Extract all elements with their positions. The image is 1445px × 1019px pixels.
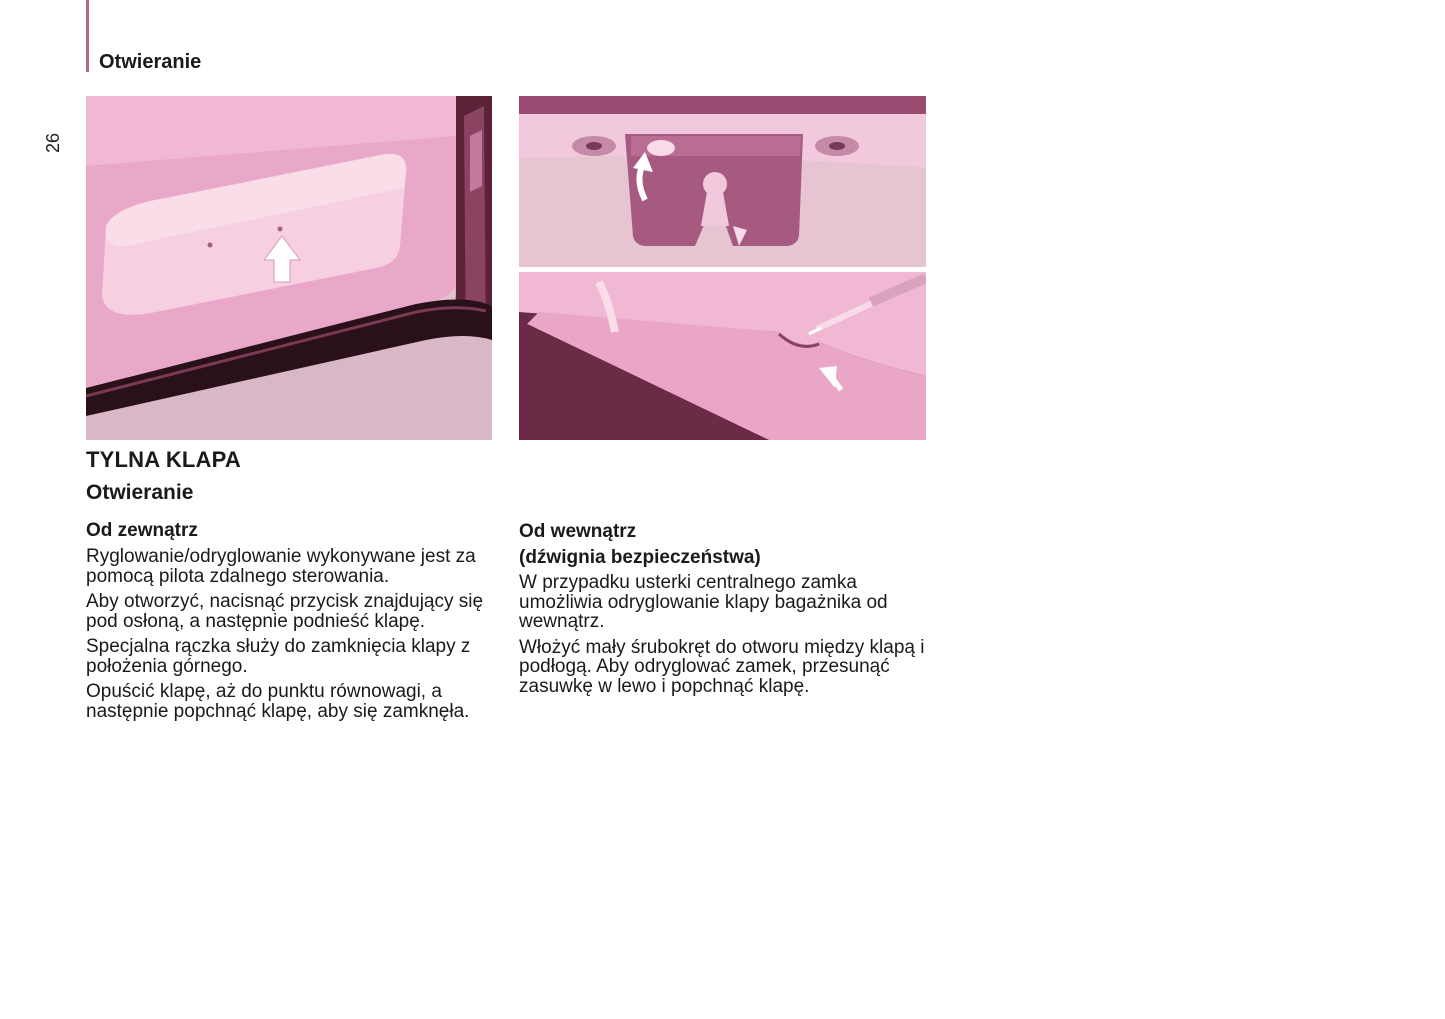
right-heading-2: (dźwignia bezpieczeństwa) <box>519 547 761 568</box>
left-column <box>86 520 506 727</box>
left-paragraph-2: Aby otworzyć, nacisnąć przycisk znajdujący się pod osłoną, a następnie podnieść klapę. <box>86 591 484 632</box>
section-subtitle: Otwieranie <box>86 481 194 504</box>
section-title: TYLNA KLAPA <box>86 447 241 472</box>
right-heading: Od wewnątrz <box>519 521 637 542</box>
right-column <box>519 521 939 702</box>
left-heading: Od zewnątrz <box>86 520 198 541</box>
illustration-tailgate-handle <box>86 96 492 440</box>
left-paragraph-1: Ryglowanie/odryglowanie wykonywane jest za pomocą pilota zdalnego sterowania. <box>86 546 476 587</box>
header-title: Otwieranie <box>99 51 202 73</box>
page-number: 26 <box>42 132 63 154</box>
left-paragraph-4: Opuścić klapę, aż do punktu równowagi, a następnie popchnąć klapę, aby się zamknęła. <box>86 681 470 722</box>
illustration-lock-latch <box>519 96 926 267</box>
right-paragraph-2: Włożyć mały śrubokręt do otworu między klapą i podłogą. Aby odryglować zamek, przesunąć zasuwkę w lewo i popchnąć klapę. <box>519 636 925 697</box>
left-paragraph-3: Specjalna rączka służy do zamknięcia klapy z położenia górnego. <box>86 636 471 677</box>
header-accent-bar <box>86 0 89 72</box>
right-paragraph-1: W przypadku usterki centralnego zamka umożliwia odryglowanie klapy bagażnika od wewnątrz. <box>519 572 888 632</box>
illustration-screwdriver <box>519 272 926 440</box>
